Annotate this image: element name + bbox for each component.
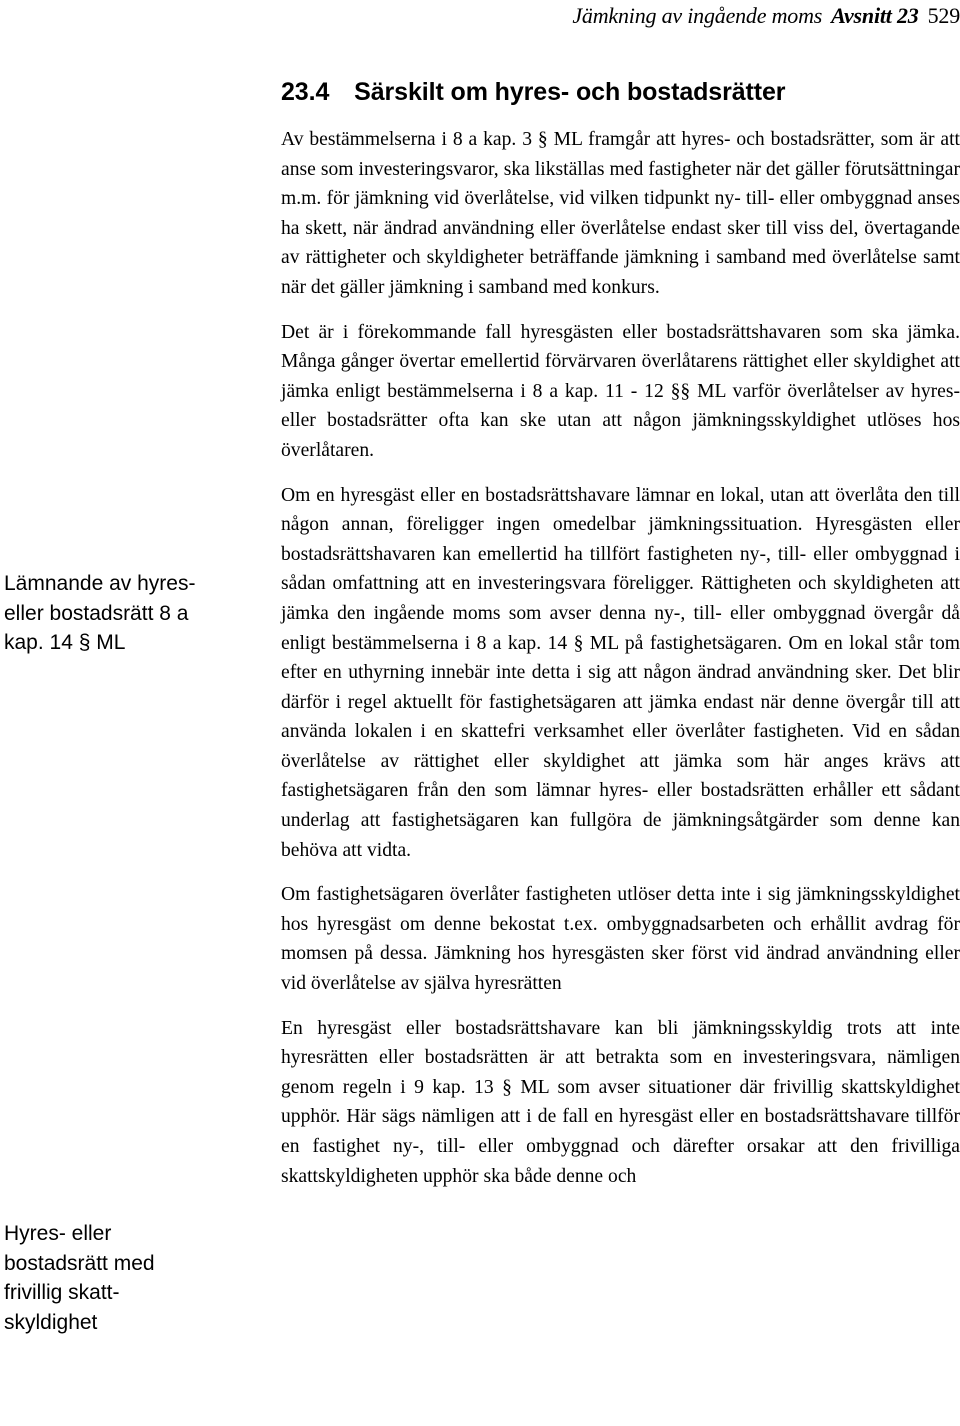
- margin-note-frivillig: Hyres- eller bostadsrätt med frivillig skatt-skyldighet: [4, 1222, 155, 1334]
- running-title: Jämkning av ingående moms: [572, 3, 823, 28]
- paragraph-4: Om fastighetsägaren överlåter fastigheten utlöser detta inte i sig jämkningsskyldighet hos hyresgäst om denne bekostat t.ex. ombyggnadsarbeten och erhållit avdrag för momsen på dessa. Jämkning hos hyresgästen sker först vid ändrad användning eller vid överlåtelse av själva hyresrätten: [281, 884, 960, 995]
- paragraph-3: Om en hyresgäst eller en bostadsrättshavare lämnar en lokal, utan att överlåta den till någon annan, föreligger ingen omedelbar jämkningssituation. Hyresgästen eller bostadsrättshavaren kan emellertid ha tillfört fastigheten ny-, till- eller ombyggnad i sådan omfattning att en investeringsvara föreligger. Rättigheten och skyldigheten att jämka den ingående moms som avser denna ny-, till- eller ombyggnad övergår då enligt bestämmelserna i 8 a kap. 14 § ML på fastighetsägaren. Om en lokal står tom efter en uthyrning innebär inte detta i sig att någon ändrad användning sker. Det blir därför i regel aktuellt för fastighetsägaren att jämka endast när denne övergår till att använda lokalen i en skattefri verksamhet eller överlåter fastigheten. Vid en sådan överlåtelse av rättighet eller skyldighet att jämka som här anges krävs att fastighetsägaren från den som lämnar hyres- eller bostadsrätten erhåller ett sådant underlag att fastighetsägaren kan fullgöra de jämkningsåtgärder som denne kan behöva att vidta.: [281, 484, 960, 861]
- running-header: [280, 0, 960, 32]
- section-label: Avsnitt 23: [831, 3, 919, 28]
- paragraph-2: Det är i förekommande fall hyresgästen eller bostadsrättshavaren som ska jämka. Många gånger övertar emellertid förvärvaren överlåtarens rättighet eller skyldighet att jämka enligt bestämmelserna i 8 a kap. 11 - 12 §§ ML varför överlåtelser av hyres- eller bostadsrätter ofta kan ske utan att någon jämkningsskyldighet utlöses hos överlåtaren.: [281, 321, 960, 461]
- section-title: 23.4 Särskilt om hyres- och bostadsrätter: [281, 78, 786, 106]
- body-text: [281, 125, 960, 1206]
- page-number: 529: [927, 3, 960, 28]
- margin-note-lamnande: Lämnande av hyres- eller bostadsrätt 8 a kap. 14 § ML: [4, 572, 196, 654]
- paragraph-1: Av bestämmelserna i 8 a kap. 3 § ML framgår att hyres- och bostadsrätter, som är att anse som investeringsvaror, ska likställas med fastigheter när det gäller förutsättningar m.m. för jämkning vid överlåtelse, vid vilken tidpunkt ny- till- eller ombyggnad anses ha skett, när ändrad användning eller överlåtelse endast sker till viss del, övertagande av rättigheter och skyldigheter beträffande jämkning i samband med överlåtelse samt när det gäller jämkning i samband med konkurs.: [281, 129, 960, 298]
- paragraph-5: En hyresgäst eller bostadsrättshavare kan bli jämkningsskyldig trots att inte hyresrätten eller bostadsrätten är att betrakta som en investeringsvara, nämligen genom regeln i 9 kap. 13 § ML som avser situationer där frivillig skattskyldighet upphör. Här sägs nämligen att i de fall en hyresgäst eller en bostadsrättshavare tillför en fastighet ny-, till- eller ombyggnad och därefter orsakar att den frivilliga skattskyldigheten upphör ska både denne och: [281, 1017, 960, 1187]
